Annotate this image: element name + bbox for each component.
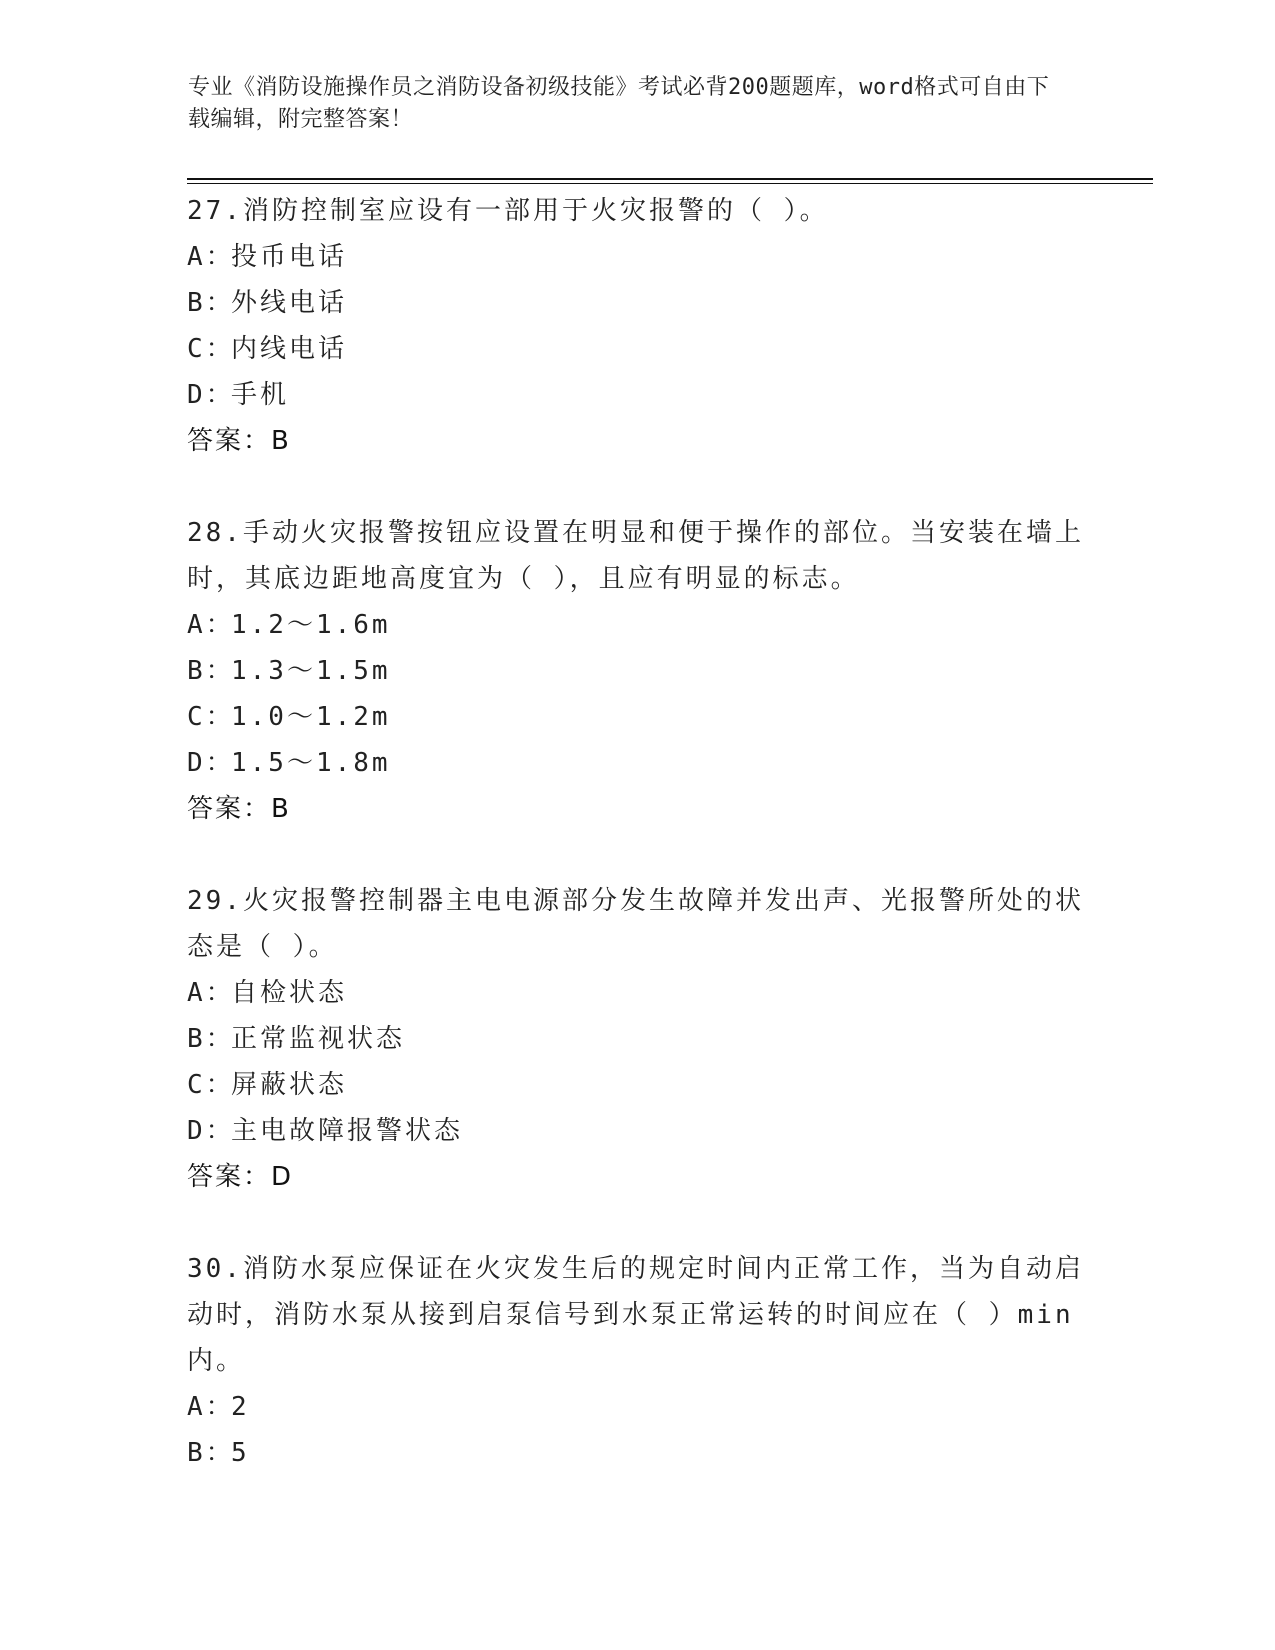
option-b xyxy=(187,1016,1087,1062)
document-header: 专业《消防设施操作员之消防设备初级技能》考试必背200题题库，word格式可自由下载编辑，附完整答案！ xyxy=(188,75,1050,132)
option-key: A： xyxy=(187,1392,235,1422)
option-text: 正常监视状态 xyxy=(231,1024,406,1054)
option-a xyxy=(187,970,1087,1016)
option-text: 外线电话 xyxy=(231,288,348,318)
option-key: C： xyxy=(187,1070,235,1100)
option-text: 主电故障报警状态 xyxy=(231,1116,464,1146)
option-key: B： xyxy=(187,288,235,318)
option-b xyxy=(187,280,1087,326)
option-text: 5 xyxy=(231,1438,250,1468)
answer: 答案：B xyxy=(187,794,291,824)
option-text: 2 xyxy=(231,1392,250,1422)
option-text: 内线电话 xyxy=(231,334,348,364)
answer: 答案：B xyxy=(187,426,291,456)
option-text: 1.3～1.5m xyxy=(231,656,391,686)
option-key: C： xyxy=(187,702,235,732)
option-key: B： xyxy=(187,1438,235,1468)
question-list xyxy=(187,188,1087,1522)
question-28 xyxy=(187,510,1087,832)
option-d xyxy=(187,372,1087,418)
option-key: D： xyxy=(187,380,235,410)
option-b xyxy=(187,648,1087,694)
option-text: 自检状态 xyxy=(231,978,348,1008)
option-c xyxy=(187,1062,1087,1108)
question-29 xyxy=(187,878,1087,1200)
option-c xyxy=(187,326,1087,372)
answer: 答案：D xyxy=(187,1162,294,1192)
option-d xyxy=(187,740,1087,786)
question-text: 29.火灾报警控制器主电电源部分发生故障并发出声、光报警所处的状态是（ ）。 xyxy=(187,886,1084,962)
header-divider-thick xyxy=(187,178,1153,180)
option-text: 投币电话 xyxy=(231,242,348,272)
question-text: 30.消防水泵应保证在火灾发生后的规定时间内正常工作，当为自动启动时，消防水泵从接到启泵信号到水泵正常运转的时间应在（ ）min内。 xyxy=(187,1254,1084,1376)
option-d xyxy=(187,1108,1087,1154)
option-a xyxy=(187,1384,1087,1430)
option-key: A： xyxy=(187,242,235,272)
question-27 xyxy=(187,188,1087,464)
option-a xyxy=(187,602,1087,648)
header-divider-thin xyxy=(187,183,1153,184)
option-key: D： xyxy=(187,748,235,778)
option-text: 1.5～1.8m xyxy=(231,748,391,778)
option-key: A： xyxy=(187,978,235,1008)
question-30 xyxy=(187,1246,1087,1476)
option-key: B： xyxy=(187,656,235,686)
option-key: D： xyxy=(187,1116,235,1146)
option-key: C： xyxy=(187,334,235,364)
option-text: 手机 xyxy=(231,380,290,410)
option-c xyxy=(187,694,1087,740)
option-key: A： xyxy=(187,610,235,640)
question-text: 28.手动火灾报警按钮应设置在明显和便于操作的部位。当安装在墙上时，其底边距地高度宜为（ ），且应有明显的标志。 xyxy=(187,518,1084,594)
option-key: B： xyxy=(187,1024,235,1054)
question-text: 27.消防控制室应设有一部用于火灾报警的（ ）。 xyxy=(187,196,829,226)
option-a xyxy=(187,234,1087,280)
option-text: 1.0～1.2m xyxy=(231,702,391,732)
option-text: 1.2～1.6m xyxy=(231,610,391,640)
option-b xyxy=(187,1430,1087,1476)
option-text: 屏蔽状态 xyxy=(231,1070,348,1100)
